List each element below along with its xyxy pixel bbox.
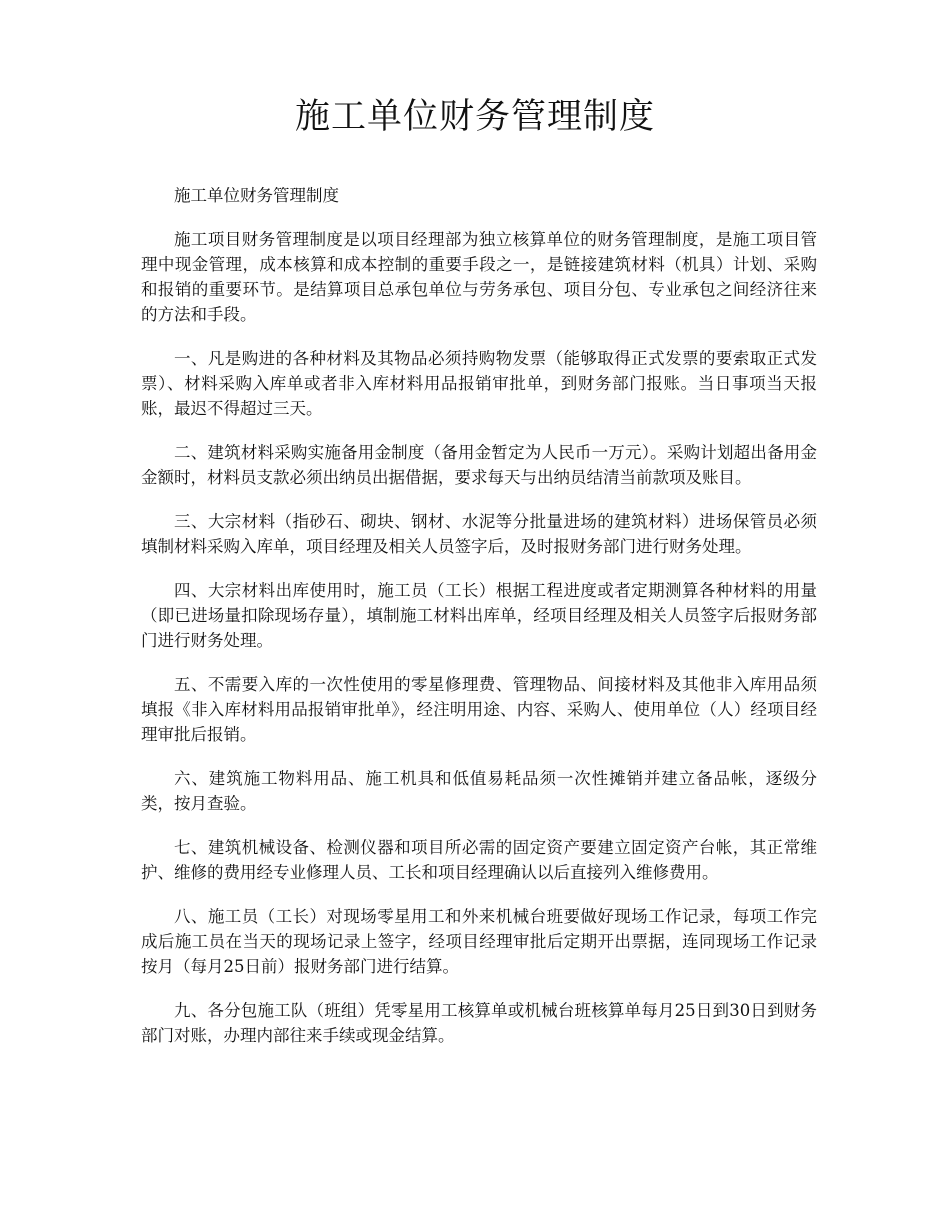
- document-body: [141, 183, 817, 1067]
- paragraph-subtitle: 施工单位财务管理制度: [174, 186, 339, 205]
- paragraph-item-5: 五、不需要入库的一次性使用的零星修理费、管理物品、间接材料及其他非入库用品须填报《非入库材料用品报销审批单》，经注明用途、内容、采购人、使用单位（人）经项目经理审批后报销。: [141, 675, 817, 744]
- paragraph-item-1: 一、凡是购进的各种材料及其物品必须持购物发票（能够取得正式发票的要索取正式发票）、材料采购入库单或者非入库材料用品报销审批单，到财务部门报账。当日事项当天报账，最迟不得超过三天。: [141, 349, 817, 418]
- paragraph-item-7: 七、建筑机械设备、检测仪器和项目所必需的固定资产要建立固定资产台帐，其正常维护、维修的费用经专业修理人员、工长和项目经理确认以后直接列入维修费用。: [141, 838, 817, 882]
- paragraph-item-4: 四、大宗材料出库使用时，施工员（工长）根据工程进度或者定期测算各种材料的用量（即已进场量扣除现场存量），填制施工材料出库单，经项目经理及相关人员签字后报财务部门进行财务处理。: [141, 581, 817, 650]
- document-title: 施工单位财务管理制度: [294, 97, 655, 137]
- paragraph-item-3: 三、大宗材料（指砂石、砌块、钢材、水泥等分批量进场的建筑材料）进场保管员必须填制材料采购入库单，项目经理及相关人员签字后，及时报财务部门进行财务处理。: [141, 512, 817, 556]
- paragraph-item-8: 八、施工员（工长）对现场零星用工和外来机械台班要做好现场工作记录，每项工作完成后施工员在当天的现场记录上签字，经项目经理审批后定期开出票据，连同现场工作记录按月（每月25日前）报财务部门进行结算。: [141, 907, 817, 976]
- paragraph-item-6: 六、建筑施工物料用品、施工机具和低值易耗品须一次性摊销并建立备品帐，逐级分类，按月查验。: [141, 769, 817, 813]
- paragraph-item-2: 二、建筑材料采购实施备用金制度（备用金暂定为人民币一万元）。采购计划超出备用金金额时，材料员支款必须出纳员出据借据，要求每天与出纳员结清当前款项及账目。: [141, 443, 817, 487]
- paragraph-intro: 施工项目财务管理制度是以项目经理部为独立核算单位的财务管理制度，是施工项目管理中现金管理，成本核算和成本控制的重要手段之一，是链接建筑材料（机具）计划、采购和报销的重要环节。是结算项目总承包单位与劳务承包、项目分包、专业承包之间经济往来的方法和手段。: [141, 230, 817, 324]
- paragraph-item-9: 九、各分包施工队（班组）凭零星用工核算单或机械台班核算单每月25日到30日到财务部门对账，办理内部往来手续或现金结算。: [141, 1001, 817, 1045]
